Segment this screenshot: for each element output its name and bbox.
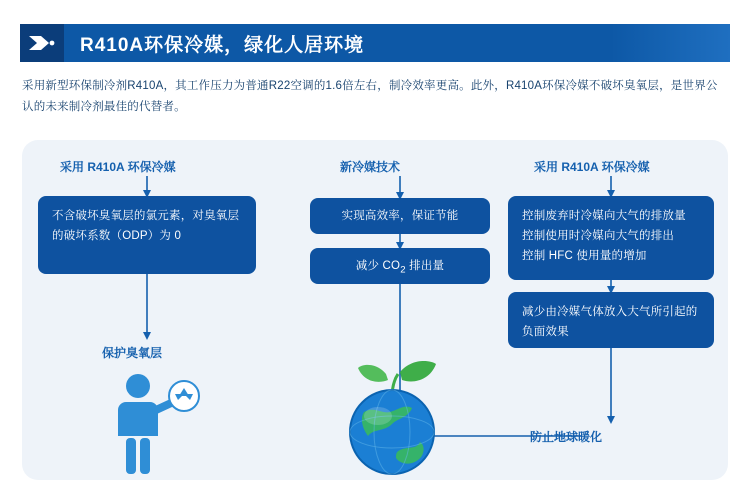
brand-logo bbox=[20, 24, 64, 62]
person-recycle-icon bbox=[96, 368, 216, 478]
co2-subscript: 2 bbox=[400, 264, 406, 276]
emission-line-3: 控制 HFC 使用量的增加 bbox=[522, 250, 647, 262]
intro-paragraph: 采用新型环保制冷剂R410A，其工作压力为普通R22空调的1.6倍左右，制冷效率更高。此外，R410A环保冷媒不破坏臭氧层，是世界公认的未来制冷剂最佳的代替者。 bbox=[22, 80, 718, 113]
emission-line-1: 控制废弃时冷媒向大气的排放量 bbox=[522, 210, 686, 222]
box-right-emission-control bbox=[508, 196, 714, 280]
outcome-prevent-warming: 防止地球暖化 bbox=[530, 430, 603, 444]
column-title-left: 采用 R410A 环保冷媒 bbox=[60, 160, 176, 174]
co2-label-pre: 减少 CO bbox=[355, 260, 401, 272]
box-mid-efficiency: 实现高效率，保证节能 bbox=[310, 198, 490, 234]
column-title-middle: 新冷媒技术 bbox=[340, 160, 401, 174]
header-bar bbox=[64, 24, 730, 62]
diagram-panel bbox=[22, 140, 728, 480]
outcome-protect-ozone: 保护臭氧层 bbox=[102, 346, 163, 360]
box-right-negative-effects: 减少由冷媒气体放入大气所引起的负面效果 bbox=[508, 292, 714, 348]
daikin-logo-icon bbox=[27, 33, 57, 53]
earth-globe-icon bbox=[312, 350, 472, 480]
co2-label-post: 排出量 bbox=[405, 260, 445, 272]
emission-line-2: 控制使用时冷媒向大气的排出 bbox=[522, 230, 675, 242]
column-title-right: 采用 R410A 环保冷媒 bbox=[534, 160, 650, 174]
box-mid-co2 bbox=[310, 248, 490, 284]
box-left-ozone-depletion: 不含破坏臭氧层的氯元素，对臭氧层的破坏系数（ODP）为 0 bbox=[38, 196, 256, 274]
header bbox=[20, 24, 730, 62]
page-title: R410A环保冷媒，绿化人居环境 bbox=[80, 34, 365, 56]
